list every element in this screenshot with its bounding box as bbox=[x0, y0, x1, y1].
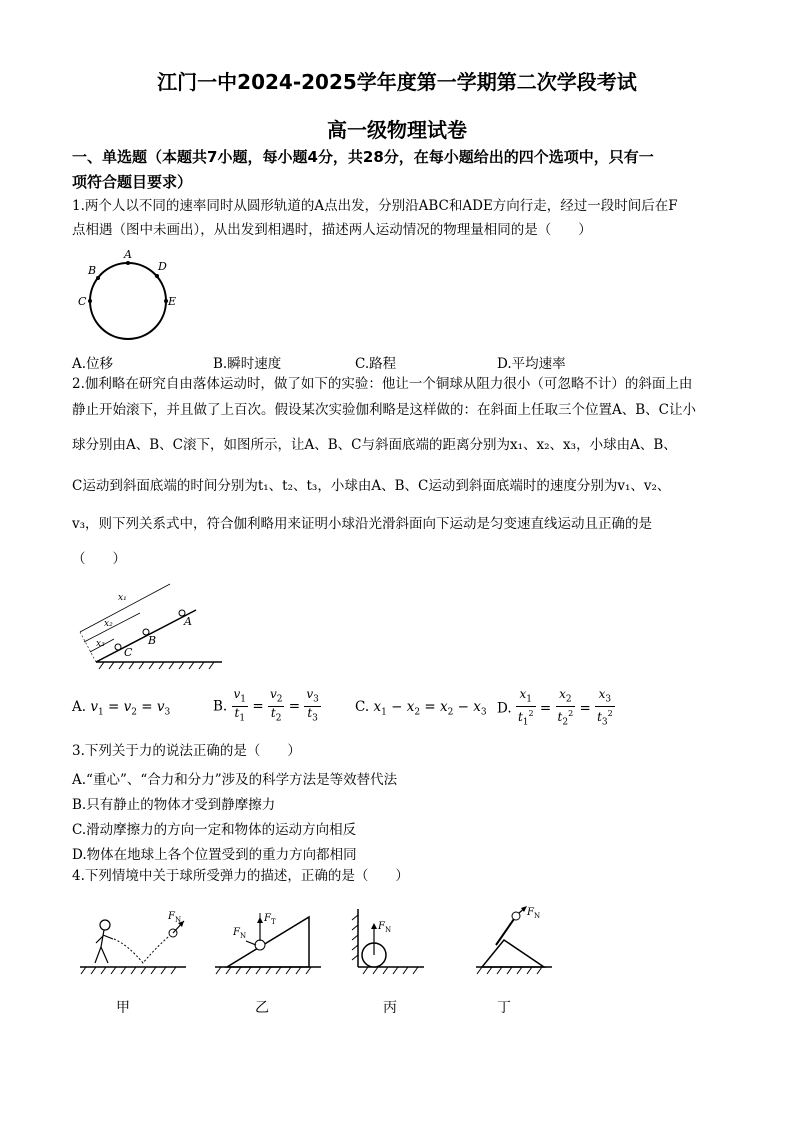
ding-force-label: F bbox=[527, 907, 534, 918]
q1-stem-line2: 点相遇（图中未画出），从出发到相遇时，描述两人运动情况的物理量相同的是（ ） bbox=[72, 222, 592, 238]
point-label-c: C bbox=[78, 295, 87, 308]
person-icon bbox=[95, 920, 113, 963]
q2-stem-line6: （ ） bbox=[72, 551, 126, 567]
figure-jia bbox=[78, 905, 188, 980]
ding-force-sub: N bbox=[534, 912, 541, 920]
yi-normal-sub: N bbox=[240, 932, 247, 940]
bing-force-sub: N bbox=[385, 926, 392, 934]
figure-ding bbox=[474, 905, 554, 980]
q3-option-c[interactable]: C.滑动摩擦力的方向一定和物体的运动方向相反 bbox=[72, 822, 357, 838]
yi-tension-label: F bbox=[264, 913, 271, 924]
q2-option-b[interactable]: B. $\frac{v_1}{t_1}$ = $\frac{v_2}{t_2}$ = $\frac{v_3}{t_3}$ bbox=[213, 687, 319, 724]
bing-force-label: F bbox=[378, 921, 385, 932]
q3-option-b[interactable]: B.只有静止的物体才受到静摩擦力 bbox=[72, 797, 276, 813]
figure-bing bbox=[350, 905, 430, 980]
q2-stem-line5: v₃，则下列关系式中，符合伽利略用来证明小球沿光滑斜面向下运动是匀变速直线运动且正确的是 bbox=[72, 516, 653, 532]
q1-option-c[interactable]: C.路程 bbox=[355, 356, 397, 372]
caption-bing: 丙 bbox=[383, 1000, 397, 1016]
label-x1: x₁ bbox=[118, 593, 127, 603]
q2-stem-line3: 球分别由A、B、C滚下，如图所示，让A、B、C与斜面底端的距离分别为x₁、x₂、x₃，小球由A、B、 bbox=[72, 437, 677, 453]
q3-stem: 3.下列关于力的说法正确的是（ ） bbox=[72, 743, 301, 759]
caption-jia: 甲 bbox=[116, 1000, 130, 1016]
section-heading-line2: 项符合题目要求） bbox=[72, 173, 193, 191]
q3-option-d[interactable]: D.物体在地球上各个位置受到的重力方向都相同 bbox=[72, 847, 357, 863]
caption-yi: 乙 bbox=[255, 1000, 269, 1016]
jia-force-label: F bbox=[168, 911, 175, 922]
yi-tension-sub: T bbox=[271, 918, 276, 926]
point-label-a: A bbox=[124, 248, 132, 261]
exam-subtitle: 高一级物理试卷 bbox=[327, 118, 467, 142]
q2-stem-line4: C运动到斜面底端的时间分别为t₁、t₂、t₃，小球由A、B、C运动到斜面底端时的速度分别为v₁、v₂、 bbox=[72, 478, 671, 494]
q2-option-a[interactable]: A. $v_1 = v_2 = v_3$ bbox=[72, 699, 171, 718]
label-point-b: B bbox=[148, 634, 157, 647]
q4-stem: 4.下列情境中关于球所受弹力的描述，正确的是（ ） bbox=[72, 868, 409, 884]
q3-option-a[interactable]: A.“重心”、“合力和分力”涉及的科学方法是等效替代法 bbox=[72, 772, 398, 788]
q2-stem-line2: 静止开始滚下，并且做了上百次。假设某次实验伽利略是这样做的：在斜面上任取三个位置A、B、C让小 bbox=[72, 402, 696, 418]
label-x2: x₂ bbox=[104, 619, 113, 629]
point-label-d: D bbox=[158, 260, 167, 273]
figure-yi bbox=[213, 905, 323, 980]
q1-circle-figure bbox=[74, 248, 184, 348]
point-label-e: E bbox=[168, 295, 177, 308]
q1-option-d[interactable]: D.平均速率 bbox=[497, 356, 566, 372]
q2-incline-figure bbox=[74, 572, 224, 672]
yi-normal-label: F bbox=[233, 927, 240, 938]
label-point-c: C bbox=[124, 646, 133, 659]
q2-option-c[interactable]: C. $x_1 - x_2 = x_2 - x_3$ bbox=[355, 699, 487, 718]
jia-force-sub: N bbox=[175, 916, 182, 924]
q1-stem-line1: 1.两个人以不同的速率同时从圆形轨道的A点出发，分别沿ABC和ADE方向行走，经过一段时间后在F bbox=[72, 198, 678, 214]
section-heading-line1: 一、单选题（本题共7小题，每小题4分，共28分，在每小题给出的四个选项中，只有一 bbox=[72, 148, 654, 166]
q1-option-a[interactable]: A.位移 bbox=[72, 356, 114, 372]
q1-option-b[interactable]: B.瞬时速度 bbox=[213, 356, 282, 372]
exam-title: 江门一中2024-2025学年度第一学期第二次学段考试 bbox=[157, 70, 637, 94]
circular-track bbox=[90, 263, 166, 339]
label-point-a: A bbox=[184, 615, 192, 628]
q2-option-d[interactable]: D. $\frac{x_1}{t_1^2}$ = $\frac{x_2}{t_2^2}$ = $\frac{x_3}{t_3^2}$ bbox=[497, 687, 613, 728]
q2-stem-line1: 2.伽利略在研究自由落体运动时，做了如下的实验：他让一个铜球从阻力很小（可忽略不计）的斜面上由 bbox=[72, 376, 693, 392]
caption-ding: 丁 bbox=[497, 1000, 511, 1016]
point-label-b: B bbox=[88, 264, 97, 277]
label-x3: x₃ bbox=[96, 639, 105, 649]
